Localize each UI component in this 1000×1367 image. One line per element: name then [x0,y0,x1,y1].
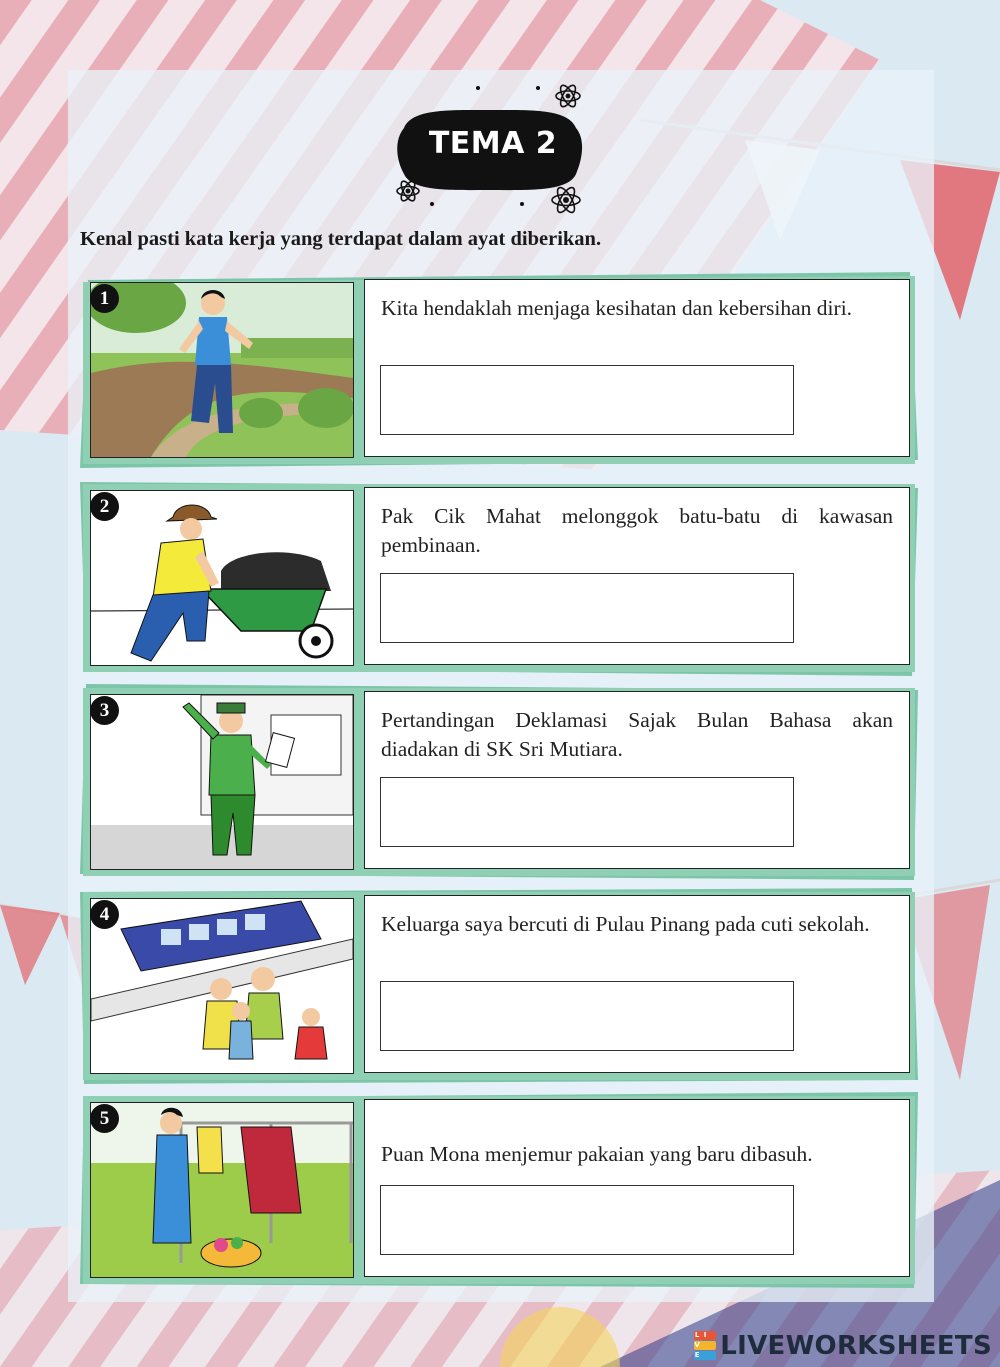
question-card-4 [80,888,918,1084]
picture-man-wheelbarrow [90,490,354,666]
question-card-1 [80,272,918,468]
question-number-badge: 2 [90,492,119,521]
answer-input-1[interactable] [380,365,794,435]
question-text-box [364,895,910,1073]
question-card-5 [80,1092,918,1288]
question-number-badge: 4 [90,900,119,929]
picture-woman-laundry [90,1102,354,1278]
instruction-text: Kenal pasti kata kerja yang terdapat dalam ayat diberikan. [80,228,602,250]
liveworksheets-logo-icon: L I V E [694,1331,716,1361]
question-number-badge: 3 [90,696,119,725]
question-text-box [364,487,910,665]
question-sentence: Keluarga saya bercuti di Pulau Pinang pada cuti sekolah. [381,912,870,936]
question-card-2 [80,480,918,676]
question-number-badge: 1 [90,284,119,313]
liveworksheets-brand[interactable] [694,1331,992,1361]
answer-input-3[interactable] [380,777,794,847]
question-sentence: Pak Cik Mahat melonggok batu-batu di kawasan pembinaan. [381,504,893,557]
question-sentence: Pertandingan Deklamasi Sajak Bulan Bahasa akan diadakan di SK Sri Mutiara. [381,708,893,761]
question-text-box [364,1099,910,1277]
page-title: TEMA 2 [428,126,558,161]
question-card-3 [80,684,918,880]
brand-text: LIVEWORKSHEETS [720,1331,992,1361]
answer-input-2[interactable] [380,573,794,643]
picture-boy-reciting [90,694,354,870]
question-number-badge: 5 [90,1104,119,1133]
picture-family-holiday [90,898,354,1074]
question-text-box [364,279,910,457]
question-sentence: Kita hendaklah menjaga kesihatan dan kebersihan diri. [381,296,853,320]
question-text-box [364,691,910,869]
picture-girl-jogging [90,282,354,458]
question-sentence: Puan Mona menjemur pakaian yang baru dibasuh. [381,1142,813,1166]
answer-input-4[interactable] [380,981,794,1051]
answer-input-5[interactable] [380,1185,794,1255]
